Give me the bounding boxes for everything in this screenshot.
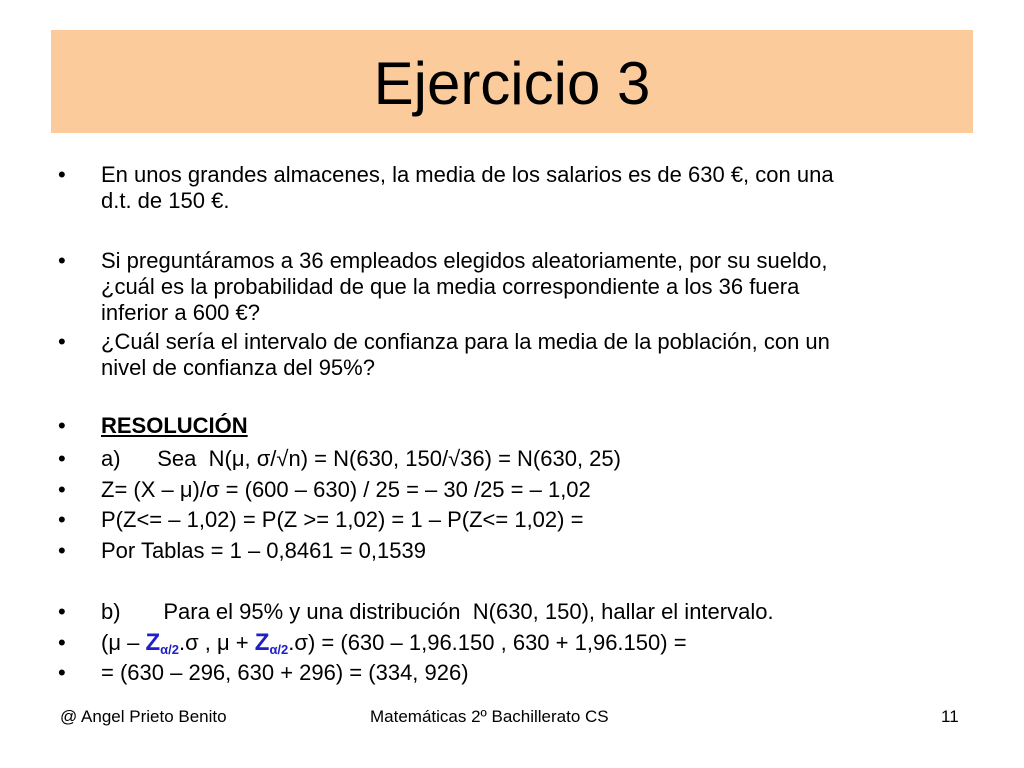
z-symbol: $Z_{\alpha/2}$ <box>254 629 289 657</box>
bullet-text: Z= (X – μ)/σ = (600 – 630) / 25 = – 30 /25 = – 1,02 <box>101 477 591 502</box>
interval-formula <box>101 630 958 663</box>
footer-page-number: 11 <box>941 707 959 726</box>
bullet-text: Por Tablas = 1 – 0,8461 = 0,1539 <box>101 538 426 563</box>
bullet-text: = (630 – 296, 630 + 296) = (334, 926) <box>101 660 469 685</box>
footer-course: Matemáticas 2º Bachillerato CS <box>370 707 609 726</box>
z-subscript: α/2 <box>269 642 289 657</box>
slide-title: Ejercicio 3 <box>373 49 651 117</box>
bullet-text: inferior a 600 €? <box>101 300 260 325</box>
formula-part: (μ – <box>101 630 146 655</box>
resolution-heading: RESOLUCIÓN <box>101 413 248 438</box>
bullet-icon: • <box>58 446 66 471</box>
bullet-text: d.t. de 150 €. <box>101 188 230 213</box>
bullet-icon: • <box>58 538 66 563</box>
title-band <box>51 30 973 133</box>
bullet-icon: • <box>58 162 66 187</box>
bullet-icon: • <box>58 507 66 532</box>
bullet-text: ¿cuál es la probabilidad de que la media correspondiente a los 36 fuera <box>101 274 800 299</box>
bullet-text: P(Z<= – 1,02) = P(Z >= 1,02) = 1 – P(Z<= 1,02) = <box>101 507 584 532</box>
bullet-icon: • <box>58 630 66 655</box>
formula-part: .σ) = (630 – 1,96.150 , 630 + 1,96.150) = <box>288 630 687 655</box>
bullet-icon: • <box>58 329 66 354</box>
footer-author: @ Angel Prieto Benito <box>60 707 227 726</box>
bullet-text: ¿Cuál sería el intervalo de confianza para la media de la población, con un <box>101 329 830 354</box>
bullet-text: Si preguntáramos a 36 empleados elegidos aleatoriamente, por su sueldo, <box>101 248 828 273</box>
bullet-text: a) Sea N(μ, σ/√n) = N(630, 150/√36) = N(630, 25) <box>101 446 621 471</box>
bullet-icon: • <box>58 477 66 502</box>
formula-part: .σ , μ + <box>178 630 255 655</box>
bullet-icon: • <box>58 660 66 685</box>
bullet-text: nivel de confianza del 95%? <box>101 355 375 380</box>
bullet-text: b) Para el 95% y una distribución N(630, 150), hallar el intervalo. <box>101 599 774 624</box>
bullet-icon: • <box>58 413 66 438</box>
z-subscript: α/2 <box>160 642 179 657</box>
z-symbol: $Z_{\alpha/2}$ <box>145 629 179 657</box>
bullet-icon: • <box>58 248 66 273</box>
bullet-text: En unos grandes almacenes, la media de los salarios es de 630 €, con una <box>101 162 834 187</box>
bullet-icon: • <box>58 599 66 624</box>
